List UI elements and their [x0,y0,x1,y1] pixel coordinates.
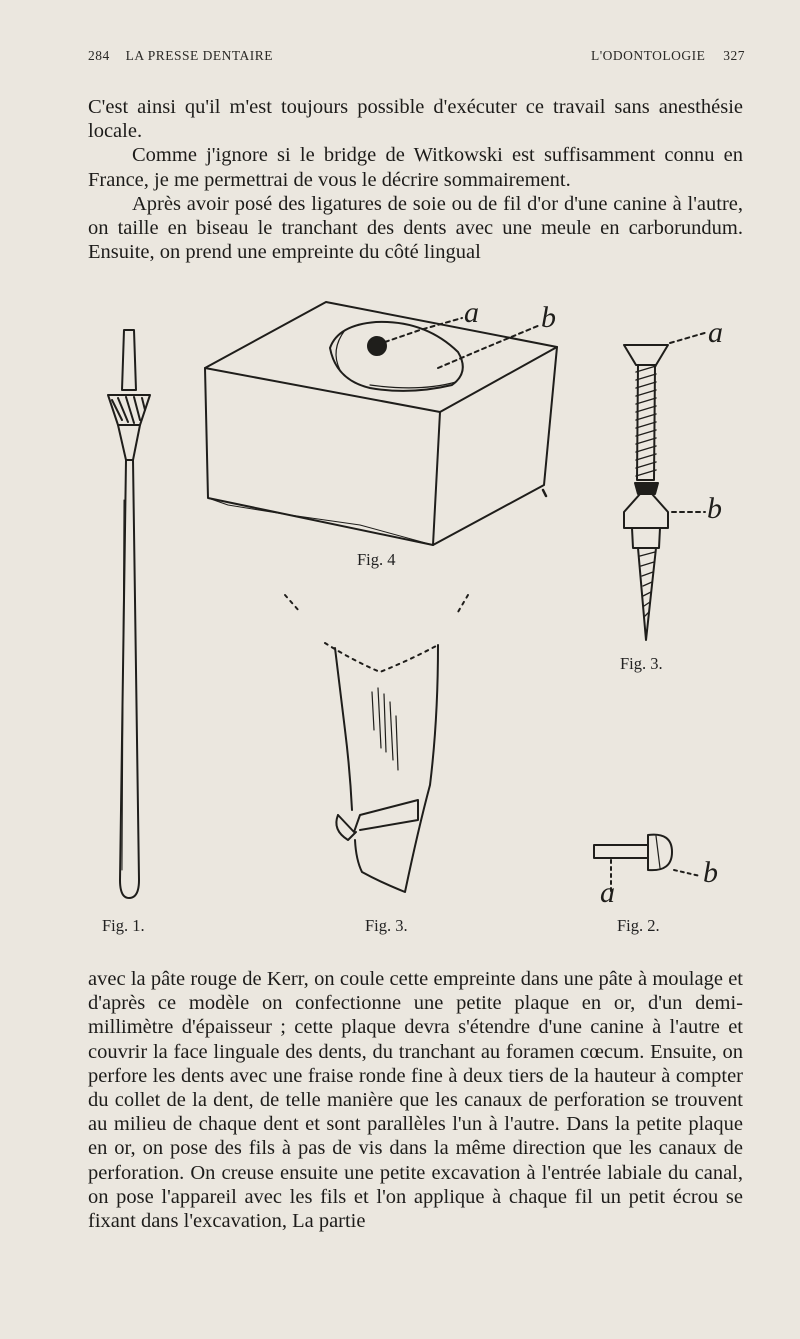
right-journal-title: L'ODONTOLOGIE [590,48,706,63]
fig3-caption: Fig. 3. [365,916,408,935]
fig2-label-b: b [703,856,718,889]
fig1-caption: Fig. 1. [102,916,145,935]
fig1-instrument-drawing [108,330,150,898]
fig4-block-drawing [205,302,557,545]
paragraph-3: Après avoir posé des ligatures de soie ou de fil d'or d'une canine à l'autre, on taille en biseau le tranchant des dents avec une meule en carborundum. Ensuite, on prend une empreinte du côté lingual [88,192,743,264]
fig3-label-a: a [708,316,723,349]
paragraph-2: Comme j'ignore si le bridge de Witkowski est suffisamment connu en France, je me permettrai de vous le décrire sommairement. [88,144,743,191]
fig4-caption: Fig. 4 [357,550,396,569]
body-text-bottom: avec la pâte rouge de Kerr, on coule cette empreinte dans une pâte à moulage et d'après ce modèle on confectionne une petite plaque en or, d'un demi-millimètre d'épaisseur ; cette plaque devra s'étendre d'une canine à l'autre et couvrir la face linguale des dents, du tranchant au foramen cœcum. Ensuite, on perfore les dents avec une fraise ronde fine à deux tiers de la hauteur à compter du collet de la dent, de telle manière que les canaux de perforation se trouvent au milieu de chaque dent et sont parallèles l'un à l'autre. Dans la petite plaque en or, on pose des fils à pas de vis dans la même direction que les canaux de perforation. On creuse ensuite une petite excavation à l'entrée labiale du canal, on pose l'appareil avec les fils et l'on applique à chaque fil un petit écrou se fixant dans l'excavation, La partie [88,968,743,1233]
left-page-number: 284 [88,48,110,63]
fig2-caption: Fig. 2. [617,916,660,935]
fig4-label-a: a [464,296,479,329]
fig3-tooth-section-drawing [285,595,468,892]
paragraph-1: C'est ainsi qu'il m'est toujours possible d'exécuter ce travail sans anesthésie locale. [88,96,743,143]
right-page-number: 327 [723,48,745,63]
fig3-label-b: b [707,492,722,525]
fig4-label-b: b [541,301,556,334]
fig3-right-caption: Fig. 3. [620,654,663,673]
fig2-label-a: a [600,876,615,909]
left-journal-title: LA PRESSE DENTAIRE [125,48,274,63]
fig3-screw-drawing [624,332,708,640]
